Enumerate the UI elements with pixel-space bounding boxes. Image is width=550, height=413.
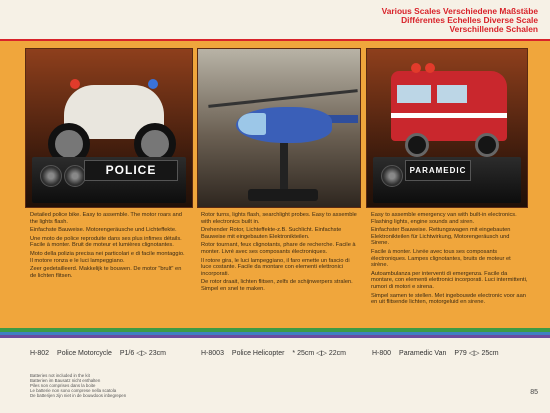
model-code: H-800: [372, 350, 392, 357]
description-paragraph: Il rotore gira, le luci lampeggiano, il faro emette un fascio di luce costante. Facile da montare con elementi elettronici incorporati.: [201, 257, 350, 277]
model-code: H-8003: [201, 350, 224, 357]
helicopter-canopy: [238, 113, 266, 135]
paramedic-sign: PARAMEDIC: [405, 160, 471, 181]
description-paragraph: Facile à monter. Livrée avec tous ses composants électroniques. Lampes clignotantes, bruits de moteur et sirène.: [371, 248, 511, 269]
red-light: [70, 79, 80, 89]
description-paragraph: Rotor turns, lights flash, searchlight probes. Easy to assemble with electronics built in.: [201, 212, 357, 225]
battery-notes: [30, 373, 126, 398]
helicopter-rotor: [208, 89, 357, 108]
red-light: [411, 63, 421, 73]
model-code: H-802: [30, 350, 50, 357]
van-wheel: [405, 133, 429, 157]
page-heading: [382, 7, 538, 35]
van-body: [391, 71, 507, 141]
paramedic-van-model-line: [372, 349, 505, 357]
description-paragraph: Einfachster Bauweise. Rettungswagen mit eingebauten Elektronikteilen für Lichtwirkung, Motorengeräusch und Sirene.: [371, 227, 511, 247]
helicopter-base: [248, 189, 318, 201]
description-paragraph: Drehender Rotor, Lichteffekte-z.B. Suchlicht. Einfachste Bauweise mit eingebauten Elektronikteilen.: [201, 227, 342, 240]
battery-note: Batteries not included in the kit: [30, 373, 90, 378]
heading-line: Différentes Echelles Diverse Scale: [401, 15, 538, 26]
police-helicopter-photo: [197, 48, 361, 208]
description-paragraph: Autoambulanza per interventi di emergenza. Facile da montare, con elementi elettronici incorporati. Luci intermittenti, rumori di motori e sirena.: [371, 270, 528, 290]
police-helicopter-description: [201, 212, 358, 295]
description-paragraph: Simpel samen te stellen. Met ingebouwde electronic voor aan en uit flitsende lichten, motorgeluid en sirene.: [371, 292, 526, 306]
description-paragraph: Zeer gedetailleerd. Makkelijk te bouwen. De motor "brult" en de lichten flitsen.: [30, 266, 182, 279]
description-paragraph: Detailed police bike. Easy to assemble. The motor roars and the lights flash.: [30, 212, 182, 225]
battery-note: De batterijen zijn niet in de bouwdoos inbegrepen: [30, 393, 127, 399]
page-number: 85: [530, 389, 538, 396]
police-motorcycle-model-line: [30, 349, 172, 357]
description-paragraph: Moto della polizia precisa nei particolari e di facile montaggio. Il motore ronza e le luci lampeggiano.: [30, 250, 185, 264]
model-scale-size: P79 ◁▷ 25cm: [454, 350, 499, 357]
heading-line: Various Scales Verschiedene Maßstäbe: [381, 6, 538, 16]
police-helicopter-model-line: [201, 349, 352, 357]
police-motorcycle-photo: [25, 48, 193, 208]
van-stripe: [391, 113, 507, 118]
description-paragraph: Einfachste Bauweise. Motorengeräusche und Lichteffekte.: [30, 227, 177, 234]
van-window: [437, 85, 467, 103]
van-window: [397, 85, 431, 103]
battery-note: Batterien im Bausatz nicht enthalten: [30, 378, 101, 384]
model-name: Paramedic Van: [399, 350, 447, 357]
description-paragraph: De rotor draait, lichten flitsen, zelfs de schijnwerpers stralen. Simpel en snel te maken.: [201, 279, 353, 292]
van-wheel: [475, 133, 499, 157]
base-lamp: [40, 165, 62, 187]
police-motorcycle-description: [30, 212, 188, 281]
helicopter-stand: [280, 143, 288, 193]
base-lamp: [64, 165, 86, 187]
police-sign: POLICE: [84, 160, 178, 181]
description-paragraph: Easy to assemble emergency van with built-in electronics. Flashing lights, engine sounds and siren.: [371, 212, 517, 225]
blue-light: [148, 79, 158, 89]
description-paragraph: Rotor tournant, feux clignotants, phare de recherche. Facile à monter. Livré avec ses composants électroniques.: [201, 242, 356, 255]
model-scale-size: * 25cm ◁▷ 22cm: [292, 350, 346, 357]
model-name: Police Motorcycle: [57, 350, 112, 357]
battery-note: Piles non comprises dans la boite: [30, 383, 96, 389]
red-light: [425, 63, 435, 73]
model-name: Police Helicopter: [231, 350, 285, 357]
base-lamp: [381, 165, 403, 187]
description-paragraph: Une moto de police reproduite dans ses plus infimes détails. Facile à monter. Bruit de moteur et lumières clignotantes.: [30, 235, 182, 249]
paramedic-van-photo: [366, 48, 528, 208]
battery-note: Le batterie non sono comprese nella scatola: [30, 388, 117, 394]
heading-line: Verschillende Schalen: [449, 24, 538, 35]
model-scale-size: P1/6 ◁▷ 23cm: [119, 350, 167, 357]
purple-stripe: [0, 335, 550, 338]
paramedic-van-description: [371, 212, 528, 308]
